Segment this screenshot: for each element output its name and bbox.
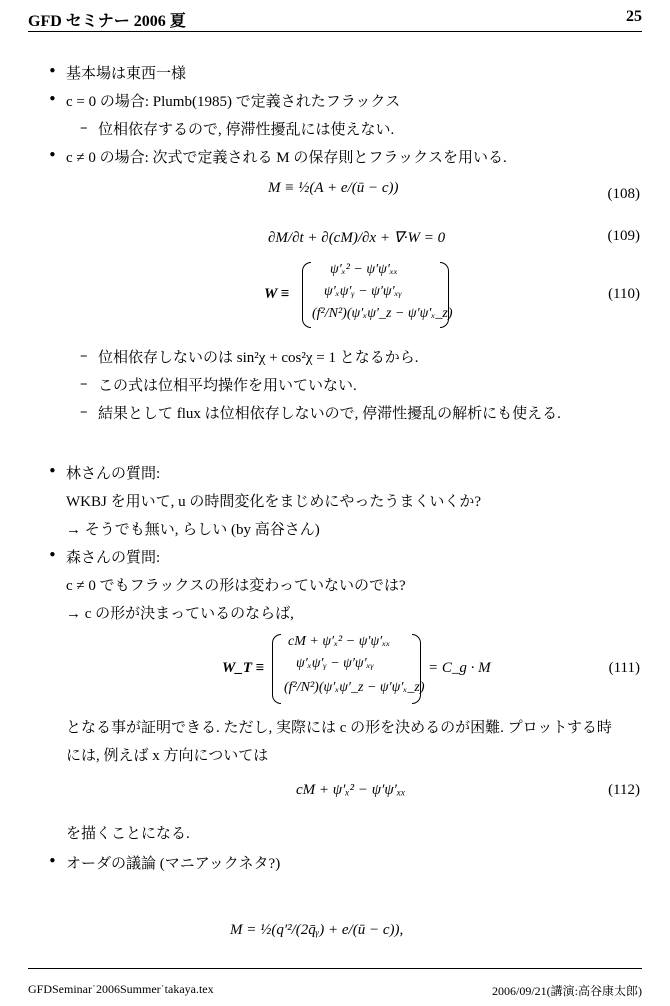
footer-rule: [28, 968, 642, 969]
bullet-mori-question: 森さんの質問:: [66, 550, 161, 566]
equation-111-rhs: = C_g · M: [428, 660, 491, 676]
bullet-marker: •: [48, 146, 57, 164]
header-rule: [28, 31, 642, 32]
bullet-marker: •: [48, 852, 57, 870]
matrix-left-paren: [302, 262, 311, 328]
header-title: GFD セミナー 2006 夏: [28, 13, 186, 30]
subitem-no-phase-average: この式は位相平均操作を用いていない.: [98, 378, 357, 394]
matrix-row: (f²/N²)(ψ′ₓψ′_z − ψ′ψ′ₓ_z): [312, 306, 453, 321]
matrix-row: ψ′ₓψ′ᵧ − ψ′ψ′ₓᵧ: [324, 284, 402, 299]
subitem-phase-dependent: 位相依存するので, 停滞性擾乱には使えない.: [98, 122, 395, 138]
paragraph-if-c-determined: → c の形が決まっているのならば,: [66, 606, 294, 622]
equation-number: (109): [607, 228, 640, 244]
equation-108: [268, 180, 398, 197]
bullet-uniform-basic-state: 基本場は東西一様: [66, 66, 187, 82]
paragraph-answer: → そうでも無い, らしい (by 高谷さん): [66, 522, 320, 538]
equation-number: (108): [607, 186, 640, 202]
paragraph-x-direction: には, 例えば x 方向については: [66, 748, 269, 764]
bullet-marker: •: [48, 462, 57, 480]
matrix-right-paren: [412, 634, 421, 704]
dash-marker: –: [80, 374, 88, 392]
page-header: [28, 6, 642, 28]
equation-order: [230, 922, 403, 939]
page-number: 25: [626, 8, 642, 25]
equation-number: (112): [608, 782, 640, 798]
bullet-hayashi-question: 林さんの質問:: [66, 466, 161, 482]
matrix-row: ψ′ₓψ′ᵧ − ψ′ψ′ₓᵧ: [296, 656, 374, 671]
footer-filename: GFDSeminar˙2006Summer˙takaya.tex: [28, 982, 214, 996]
paragraph-proof: となる事が証明できる. ただし, 実際には c の形を決めるのが困難. プロットする時: [66, 720, 612, 736]
equation-text: ∂M/∂t + ∂(cM)/∂x + ∇·W = 0: [268, 230, 446, 246]
paragraph-draw: を描くことになる.: [66, 826, 190, 842]
subitem-stationary-usable: 結果として flux は位相依存しないので, 停滞性擾乱の解析にも使える.: [98, 406, 561, 422]
footer-date-speaker: 2006/09/21(講演:高谷康太郎): [492, 984, 642, 998]
bullet-c-zero: c = 0 の場合: Plumb(1985) で定義されたフラックス: [66, 94, 401, 110]
bullet-order-discussion: オーダの議論 (マニアックネタ?): [66, 856, 281, 872]
matrix-row: ψ′ₓ² − ψ′ψ′ₓₓ: [330, 262, 398, 277]
equation-number: (111): [608, 660, 640, 676]
bullet-c-nonzero: c ≠ 0 の場合: 次式で定義される M の保存則とフラックスを用いる.: [66, 150, 507, 166]
dash-marker: –: [80, 346, 88, 364]
matrix-right-paren: [440, 262, 449, 328]
paragraph-wkbj: WKBJ を用いて, u の時間変化をまじめにやったうまくいくか?: [66, 494, 481, 510]
matrix-row: cM + ψ′ₓ² − ψ′ψ′ₓₓ: [288, 634, 391, 649]
matrix-row: (f²/N²)(ψ′ₓψ′_z − ψ′ψ′ₓ_z): [284, 680, 425, 695]
equation-number: (110): [608, 286, 640, 302]
equation-text: M ≡ ½(A + e/(ū − c)): [268, 180, 399, 196]
bullet-marker: •: [48, 62, 57, 80]
subitem-phase-independent: 位相依存しないのは sin²χ + cos²χ = 1 となるから.: [98, 350, 419, 366]
page-footer: [28, 980, 642, 998]
dash-marker: –: [80, 118, 88, 136]
paragraph-flux-form: c ≠ 0 でもフラックスの形は変わっていないのでは?: [66, 578, 406, 594]
bullet-marker: •: [48, 90, 57, 108]
equation-111-lhs: W_T ≡: [222, 660, 265, 676]
equation-109: [268, 228, 445, 247]
matrix-left-paren: [272, 634, 281, 704]
equation-text: cM + ψ′ₓ² − ψ′ψ′ₓₓ: [296, 782, 406, 798]
equation-110-lhs: W ≡: [264, 286, 290, 302]
equation-112: [296, 782, 405, 799]
bullet-marker: •: [48, 546, 57, 564]
dash-marker: –: [80, 402, 88, 420]
equation-text: M = ½(q′²/(2q̄ᵧ) + e/(ū − c)),: [230, 922, 404, 938]
